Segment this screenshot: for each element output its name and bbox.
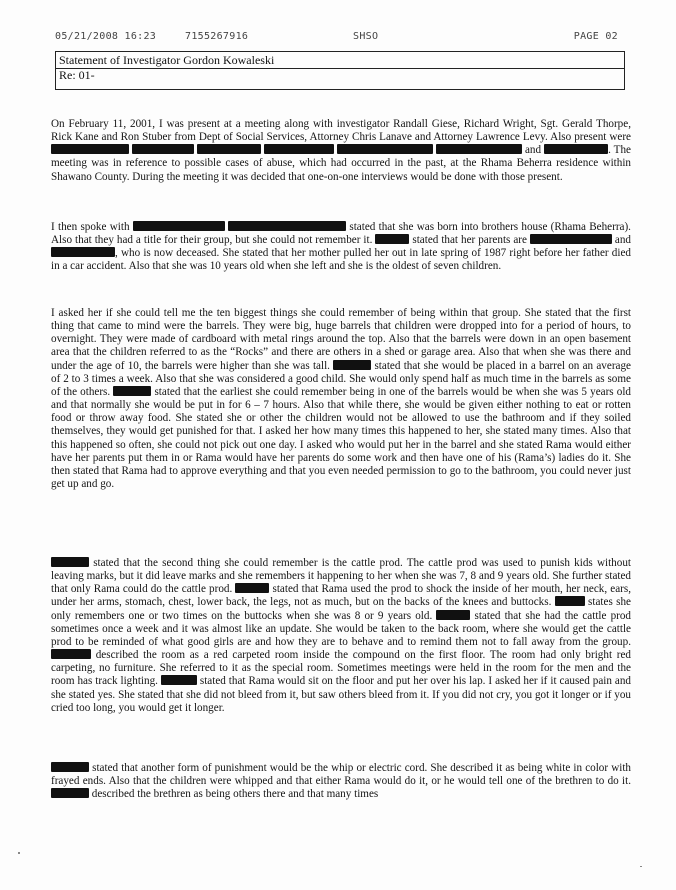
redaction-bar <box>113 386 151 396</box>
redaction-bar <box>51 788 89 798</box>
text-run: stated that her parents are <box>409 234 530 247</box>
text-run: stated that she had the cattle prod sometimes once a week and it was almost like an update. She would be taken to the back room, where she would get the cattle prod to be reminded of what good girls are and how they are to behave and to remind them not to fall away from the group. <box>51 609 631 648</box>
text-run: stated that Rama would sit on the floor and put her over his lap. I asked her if it caused pain and she stated yes. She stated that she did not bleed from it, but saw others bleed from it. If you did not cry, you got it longer or if you cried too long, you would get it longer. <box>51 675 631 714</box>
redaction-bar <box>436 610 470 620</box>
text-run: stated that another form of punishment would be the whip or electric cord. She described it as being white in color with frayed ends. Also that the children were whipped and that either Rama would do it, or he would tell one of the brethren to do it. <box>51 762 631 788</box>
fax-header <box>55 31 618 45</box>
text-run: states she only remembers one or two times on the buttocks when she was 8 or 9 years old. <box>51 596 631 622</box>
paragraph <box>51 118 631 184</box>
redaction-bar <box>161 675 197 685</box>
text-run: stated that she would be placed in a barrel on an average of 2 to 3 times a week. Also that she was considered a good child. She would only spend half as much time in the barrels as some of the others. <box>51 359 631 398</box>
redaction-bar <box>133 221 225 231</box>
text-run: I then spoke with <box>51 221 133 233</box>
re-line-box <box>55 67 625 90</box>
scan-speck <box>640 866 642 867</box>
redaction-bar <box>333 360 371 370</box>
redaction-bar <box>228 221 346 231</box>
text-run: and <box>611 234 632 247</box>
redaction-bar <box>51 762 89 772</box>
redaction-bar <box>132 144 194 154</box>
text-run: stated that she was born into brothers house (Rhama Beherra). Also that they had a title for their group, but she could not remember it. <box>51 221 631 247</box>
redaction-bar <box>51 144 129 154</box>
redaction-bar <box>436 144 522 154</box>
text-run: described the brethren as being others there and that many times <box>89 788 379 801</box>
fax-sender: SHSO <box>353 31 379 42</box>
fax-datetime: 05/21/2008 16:23 <box>55 31 157 42</box>
text-run: On February 11, 2001, I was present at a meeting along with investigator Randall Giese, Richard Wright, Sgt. Gerald Thorpe, Rick Kane and Ron Stuber from Dept of Social Services, Attorney Chris Lanave and Attorney Lawrence Levy. Also present were <box>51 118 631 144</box>
statement-title: Statement of Investigator Gordon Kowaleski <box>59 53 275 67</box>
paragraph <box>51 221 631 274</box>
redaction-bar <box>235 583 269 593</box>
text-run: stated that Rama used the prod to shock the inside of her mouth, her neck, ears, under her arms, stomach, chest, lower back, the legs, not as much, but on the backs of the knees and buttocks. <box>51 583 631 609</box>
scan-speck <box>18 852 20 854</box>
paragraph <box>51 762 631 801</box>
redaction-bar <box>51 557 89 567</box>
fax-page-number: PAGE 02 <box>573 31 618 42</box>
fax-phone: 7155267916 <box>185 31 249 42</box>
redaction-bar <box>530 234 612 244</box>
paragraph <box>51 557 631 715</box>
re-line: Re: 01- <box>59 68 95 82</box>
text-run: described the room as a red carpeted room inside the compound on the first floor. The room had only bright red carpeting, no furniture. She referred to it as the special room. Sometimes meetings were held in the room for the men and the room has track lighting. <box>51 649 631 688</box>
text-run: I asked her if she could tell me the ten biggest things she could remember of being within that group. She stated that the first thing that came to mind were the barrels. They were big, huge barrels that children were dropped into for a period of hours, to overnight. They were made of cardboard with metal rings around the top. Also that the barrels were down in an open basement area that the children referred to as the “Rocks” and there are others in a shed or garage area. Also that when she was there and under the age of 10, the barrels were higher than she was tall. <box>51 307 631 372</box>
text-run: , who is now deceased. She stated that her mother pulled her out in late spring of 1987 right before her father died in a car accident. Also that she was 10 years old when she left and she is the oldest of seven children. <box>51 247 631 273</box>
text-run: stated that the second thing she could remember is the cattle prod. The cattle prod was used to punish kids without leaving marks, but it did leave marks and she remembers it happening to her when she was 7, 8 and 9 years old. She further stated that only Rama could do the cattle prod. <box>51 557 631 596</box>
redaction-bar <box>337 144 433 154</box>
redaction-bar <box>51 649 91 659</box>
redaction-bar <box>264 144 334 154</box>
paragraph <box>51 307 631 491</box>
text-run: and <box>522 144 545 157</box>
redaction-bar <box>197 144 261 154</box>
text-run: stated that the earliest she could remember being in one of the barrels would be when she was 5 years old and that normally she would be put in for 6 – 7 hours. Also that while there, she would be given either nothing to eat or rotten food or throw away food. She stated she or other the children would not be allowed to use the bathroom and if they soiled themselves, they would get punished for that. I asked her how many times this happened to her, she stated many times. Also that this happened so often, she could not pick out one day. I asked who would put her in the barrel and she stated Rama would either have her parents put them in or Rama would have her parents do some work and then have one of his (Rama’s) ladies do it. She then stated that Rama had to approve everything and that you even needed permission to go to the bathroom, you could never just get up and go. <box>51 385 631 491</box>
text-run: . The meeting was in reference to possible cases of abuse, which had occurred in the past, at the Rhama Beherra residence within Shawano County. During the meeting it was decided that one-on-one interviews would be done with those present. <box>51 144 631 183</box>
redaction-bar <box>51 247 115 257</box>
redaction-bar <box>555 596 585 606</box>
redaction-bar <box>375 234 409 244</box>
redaction-bar <box>544 144 608 154</box>
